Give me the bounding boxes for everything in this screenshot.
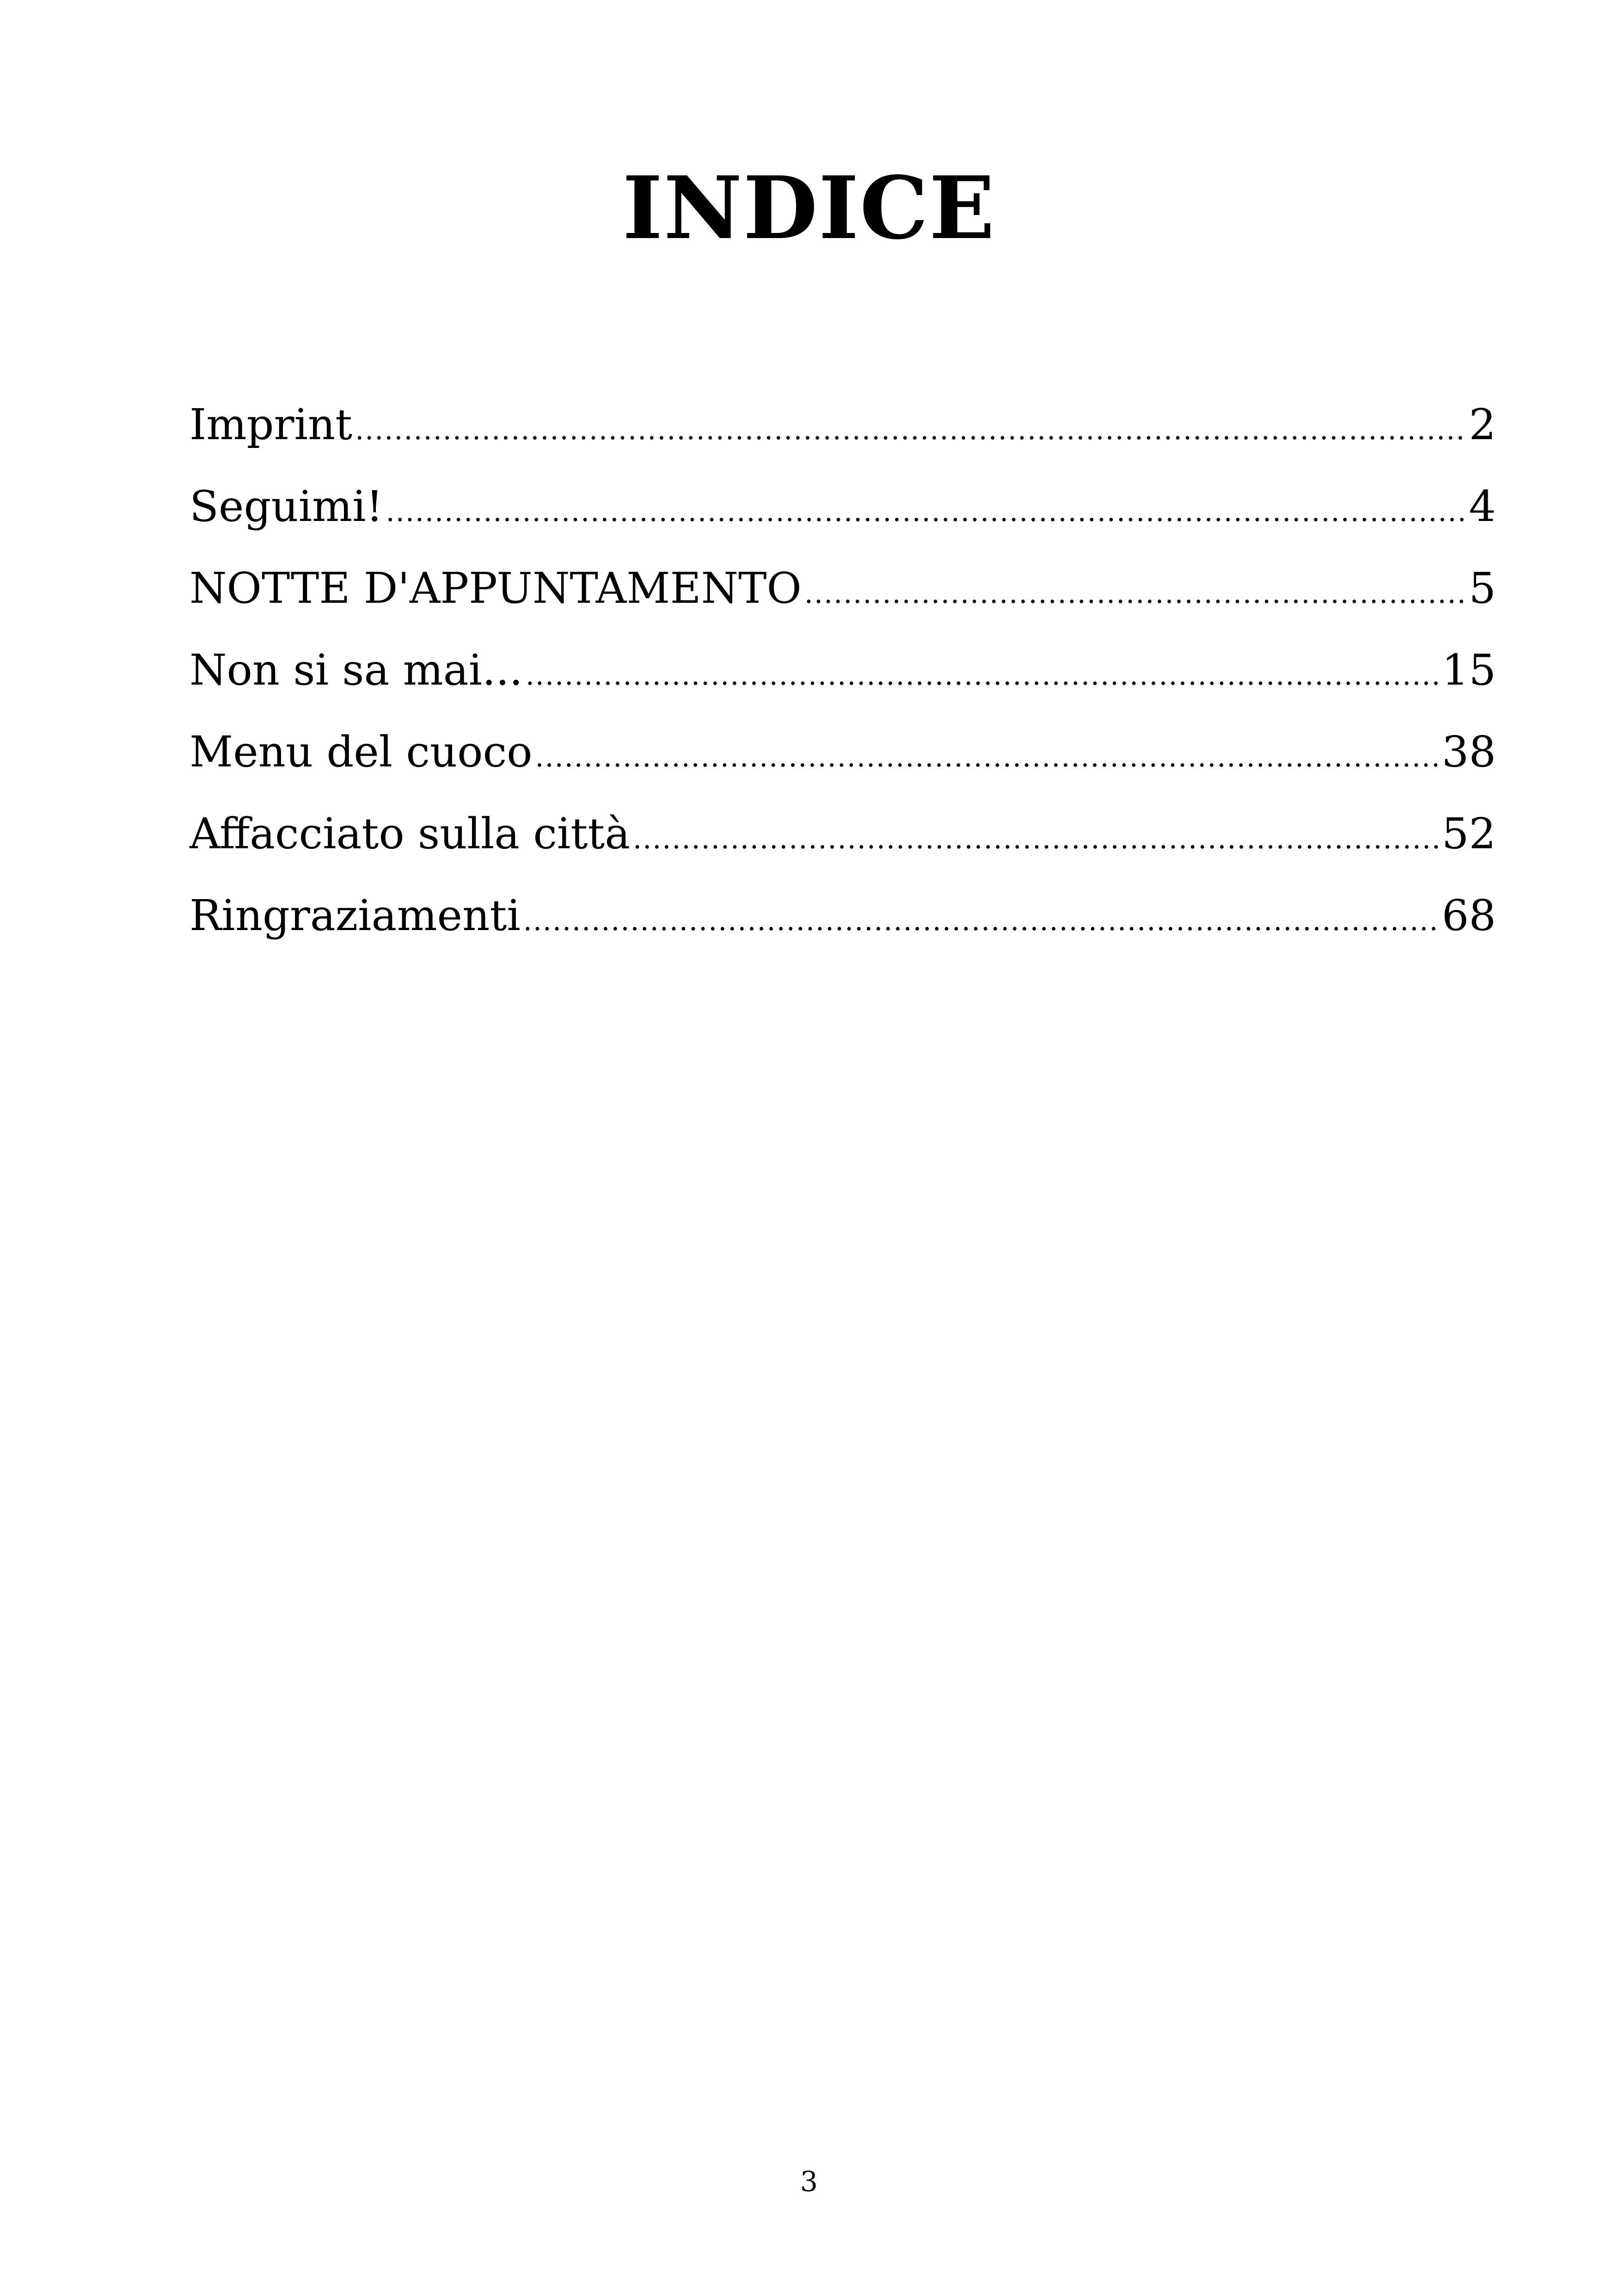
dot-leader [804, 553, 1466, 635]
toc-entry-page: 52 [1441, 809, 1496, 858]
toc-entry-page: 4 [1469, 482, 1496, 531]
dot-leader [355, 389, 1466, 471]
page-title: INDICE [622, 157, 996, 258]
toc-entry-non-si-sa-mai[interactable] [190, 629, 1496, 711]
dot-leader [526, 635, 1439, 716]
dot-leader [523, 880, 1439, 962]
toc-entry-label: Affacciato sulla città [190, 809, 631, 858]
dot-leader [633, 798, 1439, 880]
dot-leader [535, 716, 1439, 798]
toc-entry-page: 38 [1441, 727, 1496, 777]
toc-entry-imprint[interactable] [190, 384, 1496, 465]
toc-entry-notte-dappuntamento[interactable] [190, 547, 1496, 629]
toc-entry-ringraziamenti[interactable] [190, 875, 1496, 956]
toc-entry-menu-del-cuoco[interactable] [190, 711, 1496, 793]
dot-leader [386, 471, 1466, 553]
toc-entry-affacciato-sulla-citta[interactable] [190, 793, 1496, 875]
toc-entry-page: 2 [1469, 400, 1496, 449]
page-number: 3 [800, 2166, 818, 2198]
toc-entry-page: 5 [1469, 563, 1496, 613]
toc-entry-label: Imprint [190, 400, 353, 449]
toc-entry-page: 68 [1441, 891, 1496, 940]
toc-entry-label: Seguimi! [190, 482, 383, 531]
toc-entry-label: Ringraziamenti [190, 891, 521, 940]
table-of-contents [190, 384, 1496, 956]
toc-entry-label: Non si sa mai... [190, 645, 523, 695]
toc-entry-page: 15 [1441, 645, 1496, 695]
toc-entry-label: NOTTE D'APPUNTAMENTO [190, 563, 802, 613]
toc-entry-seguimi[interactable] [190, 465, 1496, 547]
toc-entry-label: Menu del cuoco [190, 727, 533, 777]
